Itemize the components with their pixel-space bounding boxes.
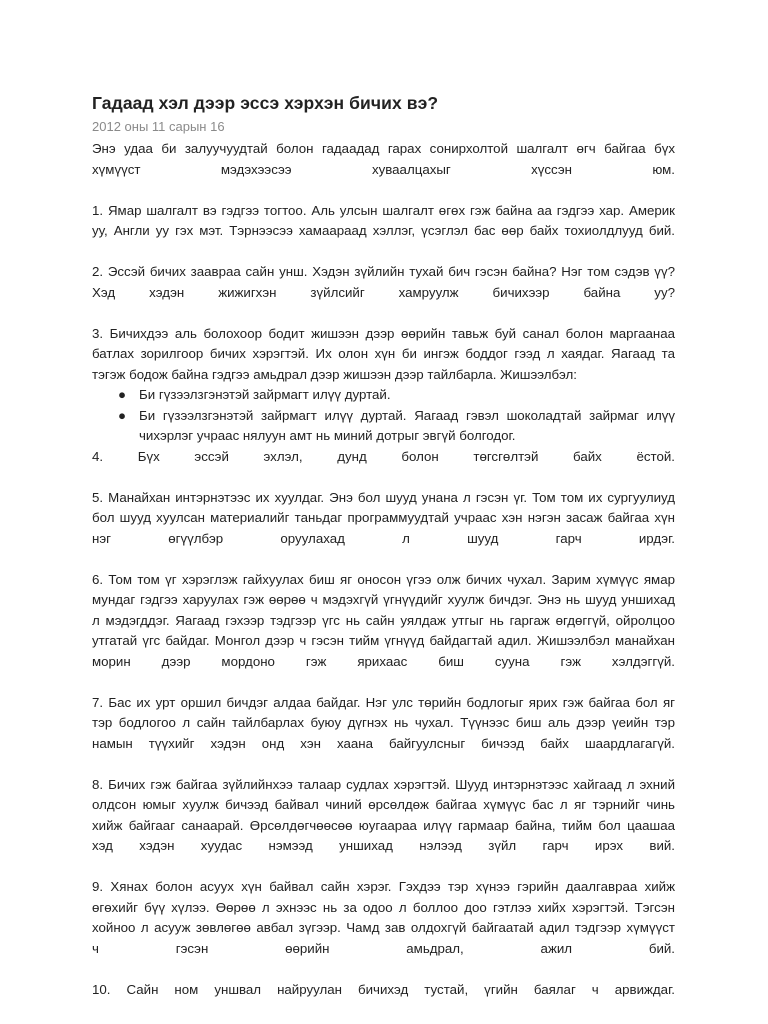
paragraph-9 (92, 877, 675, 959)
paragraph-4: 4. Бүх эссэй эхлэл, дунд болон төгсгөлтэй байх ёстой. (92, 448, 675, 464)
text-line: 3. Бичихдээ аль болохоор бодит жишээн дээр өөрийн тавьж буй санал болон маргаанаа (92, 325, 675, 341)
text-line: 5. Манайхан интэрнэтээс их хуулдаг. Энэ бол шууд унана л гэсэн үг. Том том их сургуулиуд (92, 489, 675, 505)
text-line: 1. Ямар шалгалт вэ гэдгээ тогтоо. Аль улсын шалгалт өгөх гэж байна аа гэдгээ хар. Америк (92, 202, 675, 218)
text-line: 8. Бичих гэж байгаа зүйлийнхээ талаар судлах хэрэгтэй. Шууд интэрнэтээс хайгаад л эхний (92, 776, 675, 792)
text-line: морин дээр мордоно гэж ярихаас биш сууна гэж хэлдэггүй. (92, 653, 675, 669)
text-line: хүмүүст мэдэхээсээ хуваалцахыг хүссэн юм. (92, 161, 675, 177)
text-line: Хэд хэдэн жижигхэн зүйлсийг хамруулж бичихээр байна уу? (92, 284, 675, 300)
paragraph-5 (92, 488, 675, 550)
text-line: чихэрлэг учраас нялуун амт нь миний дотрыг эвгүй болгодог. (139, 428, 516, 443)
paragraph-3 (92, 324, 675, 468)
text-line: л мэдэгддэг. Яагаад гэхээр тэдгээр үгс нь сайн уялдаж утгыг нь гаргаж өгдөггүй, ойролцоо (92, 612, 675, 628)
list-item (92, 385, 675, 406)
paragraph-8 (92, 775, 675, 857)
text-line: хойноо л асууж зөвлөгөө авбал зүгээр. Чамд зав олдохгүй байгаатай адил тэдгээр хүмүүст (92, 920, 675, 935)
text-line: Энэ удаа би залуучуудтай болон гадаадад гарах сонирхолтой шалгалт өгч байгаа бүх (92, 141, 675, 156)
paragraph-6 (92, 570, 675, 673)
text-line: 7. Бас их урт оршил бичдэг алдаа байдаг. Нэг улс төрийн бодлогыг ярих гэж байгаа бол яг (92, 694, 675, 710)
text-line: хэд хэдэн хуудас нэмээд уншихад нэлээд зүйл гарч ирэх вий. (92, 838, 675, 853)
list-item (92, 406, 675, 447)
article-date: 2012 оны 11 сарын 16 (92, 119, 225, 134)
text-line: намын түүхийг хэдэн онд хэн хаана байгуулсныг бичээд байх шаардлагагүй. (92, 735, 675, 751)
text-line: өгөхийг бүү хүлээ. Өөрөө л эхнээс нь за одоо л боллоо доо гэтлээ хийх хэрэгтэй. Тэгсэн (92, 899, 675, 915)
article (92, 92, 675, 1000)
text-line: уу, Англи уу гэх мэт. Тэрнээсээ хамаараад хэллэг, үсэглэл бас өөр байх тохиолдлууд бий. (92, 223, 675, 238)
text-line: 9. Хянах болон асуух хүн байвал сайн хэрэг. Гэхдээ тэр хүнээ гэрийн даалгавраа хийж (92, 879, 675, 894)
bullet-icon: ● (118, 387, 127, 402)
text-line: Би гүзээлзгэнэтэй зайрмагт илүү дуртай. (139, 387, 391, 402)
text-line: батлах зорилгоор бичих хэрэгтэй. Их олон хүн би ингэж боддог гээд л хаядаг. Яагаад та (92, 346, 675, 361)
text-line: хийж байгааг санаарай. Өрсөлдөгчөөсөө юугаараа илүү гармаар байна, тийм бол цаашаа (92, 817, 675, 833)
bullet-icon: ● (118, 407, 127, 423)
article-title: Гадаад хэл дээр эссэ хэрхэн бичих вэ? (92, 93, 439, 113)
text-line: нэг өгүүлбэр оруулахад л шууд гарч ирдэг. (92, 530, 675, 546)
text-line: Би гүзээлзгэнэтэй зайрмагт илүү дуртай. Яагаад гэвэл шоколадтай зайрмаг илүү (139, 407, 675, 423)
text-line: мундаг гэдгээ харуулах гэж өөрөө ч мэдэхгүй үгнүүдийг хуулж бичдэг. Энэ нь шууд уншихад (92, 592, 675, 607)
example-list (92, 385, 675, 447)
paragraph-1 (92, 201, 675, 242)
text-line: утгатай үгс байдаг. Монгол дээр ч гэсэн тийм үгнүүд байдагтай адил. Жишээлбэл манайхан (92, 633, 675, 648)
text-line: 6. Том том үг хэрэглэж гайхуулах биш яг оносон үгээ олж бичих чухал. Зарим хүмүүс ямар (92, 571, 675, 587)
text-line: тэгэж бодож байна гэдгээ амьдрал дээр жишээн дээр тайлбарла. Жишээлбэл: (92, 366, 577, 382)
text-line: бол шууд хуулсан материалийг таньдаг программуудтай учраас хэн нэгэн засаж байгаа хүн (92, 510, 675, 525)
paragraph-7 (92, 693, 675, 755)
text-line: тэр бодлогоо л сайн тайлбарлах буюу дүгнэх нь чухал. Түүнээс биш аль дээр үеийн тэр (92, 715, 675, 730)
text-line: ч гэсэн өөрийн амьдрал, ажил бий. (92, 940, 675, 956)
paragraph-2 (92, 262, 675, 303)
paragraph-10: 10. Сайн ном уншвал найруулан бичихэд тустай, үгийн баялаг ч арвиждаг. (92, 981, 675, 997)
text-line: олдсон юмыг хуулж бичээд байвал чиний өрсөлдөж байгаа хүмүүс бас л яг тэрнийг чинь (92, 797, 675, 812)
paragraph-intro (92, 139, 675, 180)
text-line: 2. Эссэй бичих заавраа сайн унш. Хэдэн зүйлийн тухай бич гэсэн байна? Нэг том сэдэв үү? (92, 264, 675, 279)
